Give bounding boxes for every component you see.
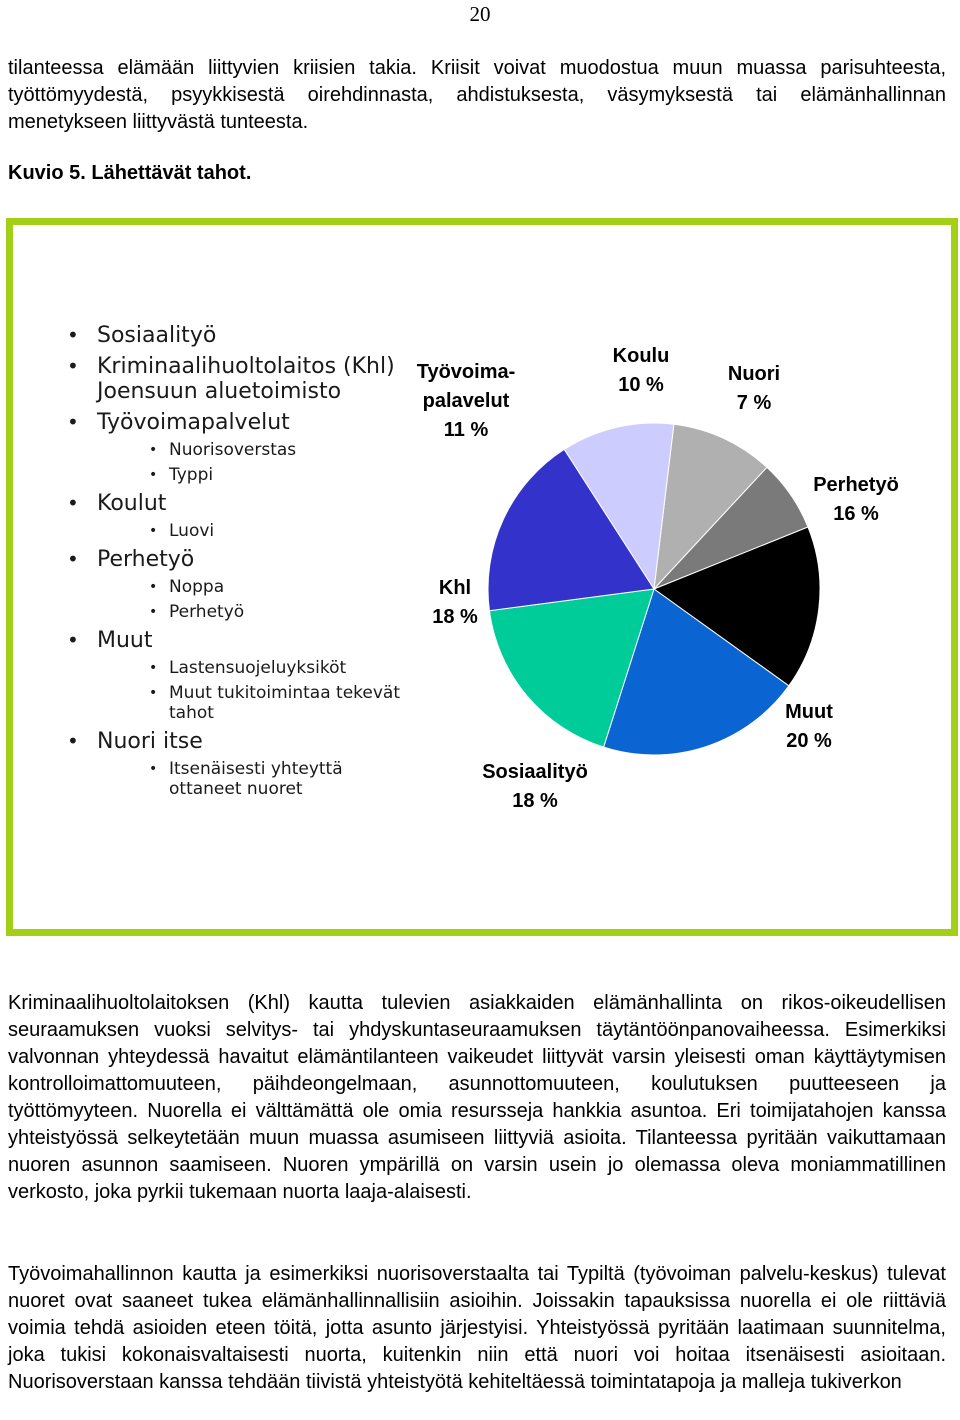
legend-category: • Työvoimapalvelut [67, 410, 407, 435]
legend-subitem: • Itsenäisesti yhteyttä ottaneet nuoret [149, 759, 407, 799]
legend-category: • Kriminaalihuoltolaitos (Khl) Joensuun aluetoimisto [67, 354, 407, 404]
legend-category: • Perhetyö [67, 547, 407, 572]
legend-subitem: • Lastensuojeluyksiköt [149, 658, 407, 678]
legend-subitem: • Nuorisoverstas [149, 440, 407, 460]
slice-label: Khl 18 % [432, 577, 478, 628]
slice-label: Nuori 7 % [727, 363, 781, 414]
legend-category: • Muut [67, 628, 407, 653]
slice-label: Muut 20 % [785, 701, 833, 752]
legend-category: • Nuori itse [67, 729, 407, 754]
legend-subitem: • Perhetyö [149, 602, 407, 622]
figure-box [6, 218, 958, 936]
body-paragraph-1: Kriminaalihuoltolaitoksen (Khl) kautta tulevien asiakkaiden elämänhallinta on rikos-oikeudellisen seuraamuksen vuoksi selvitys- tai yhdyskuntaseuraamuksen täytäntöönpanovaiheessa. Esimerkiksi valvonnan yhteydessä havaitut elämäntilanteen vaikeudet liittyvät varsin yleisesti oman käyttäytymisen kontrolloimattomuuteen, päihdeongelmaan, asunnottomuuteen, koulutuksen puutteeseen ja työttömyyteen. Nuorella ei välttämättä ole omia resursseja hankkia asuntoa. Eri toimijatahojen kanssa yhteistyössä selkeytetään muun muassa asumiseen liittyviä asioita. Tilanteessa pyritään vaikuttamaan nuoren asunnon saamiseen. Nuoren ympärillä on varsin usein jo olemassa oleva moniammatillinen verkosto, joka pyrkii tukemaan nuorta laaja-alaisesti. [8, 992, 946, 1203]
legend-category: • Koulut [67, 491, 407, 516]
legend-category: • Sosiaalityö [67, 323, 407, 348]
page-number: 20 [469, 2, 491, 26]
pie-chart [13, 225, 951, 929]
slice-label: Koulu 10 % [612, 345, 670, 396]
body-paragraph-2: Työvoimahallinnon kautta ja esimerkiksi nuorisoverstaalta tai Typiltä (työvoiman palvelu-keskus) tulevat nuoret ovat saaneet tukea elämänhallinnallisiin asioihin. Joissakin tapauksissa nuorella ei ole riittäviä voimia tehdä asioiden eteen töitä, jotta asunto järjestyisi. Yhteistyössä pyritään laatimaan suunnitelma, joka tukisi kokonaisvaltaisesti nuorta, kuitenkin niin että nuori voi hoitaa itsenäisesti asioitaan. Nuorisoverstaan kanssa tehdään tiivistä yhteistyötä kehiteltäessä toimintatapoja ja malleja tukiverkon [8, 1263, 946, 1393]
intro-paragraph: tilanteessa elämään liittyvien kriisien takia. Kriisit voivat muodostua muun muassa parisuhteesta, työttömyydestä, psyykkisestä oirehdinnasta, ahdistuksesta, väsymyksestä tai elämänhallinnan menetykseen liittyvästä tunteesta. [8, 57, 946, 133]
slice-label: Sosiaalityö 18 % [482, 761, 588, 812]
legend-subitem: • Noppa [149, 577, 407, 597]
legend-subitem: • Muut tukitoimintaa tekevät tahot [149, 683, 407, 723]
figure-caption: Kuvio 5. Lähettävät tahot. [8, 162, 252, 184]
slice-label: Työvoima-palavelut 11 % [416, 361, 516, 441]
legend-subitem: • Luovi [149, 521, 407, 541]
slice-label: Perhetyö 16 % [813, 474, 899, 525]
legend-subitem: • Typpi [149, 465, 407, 485]
